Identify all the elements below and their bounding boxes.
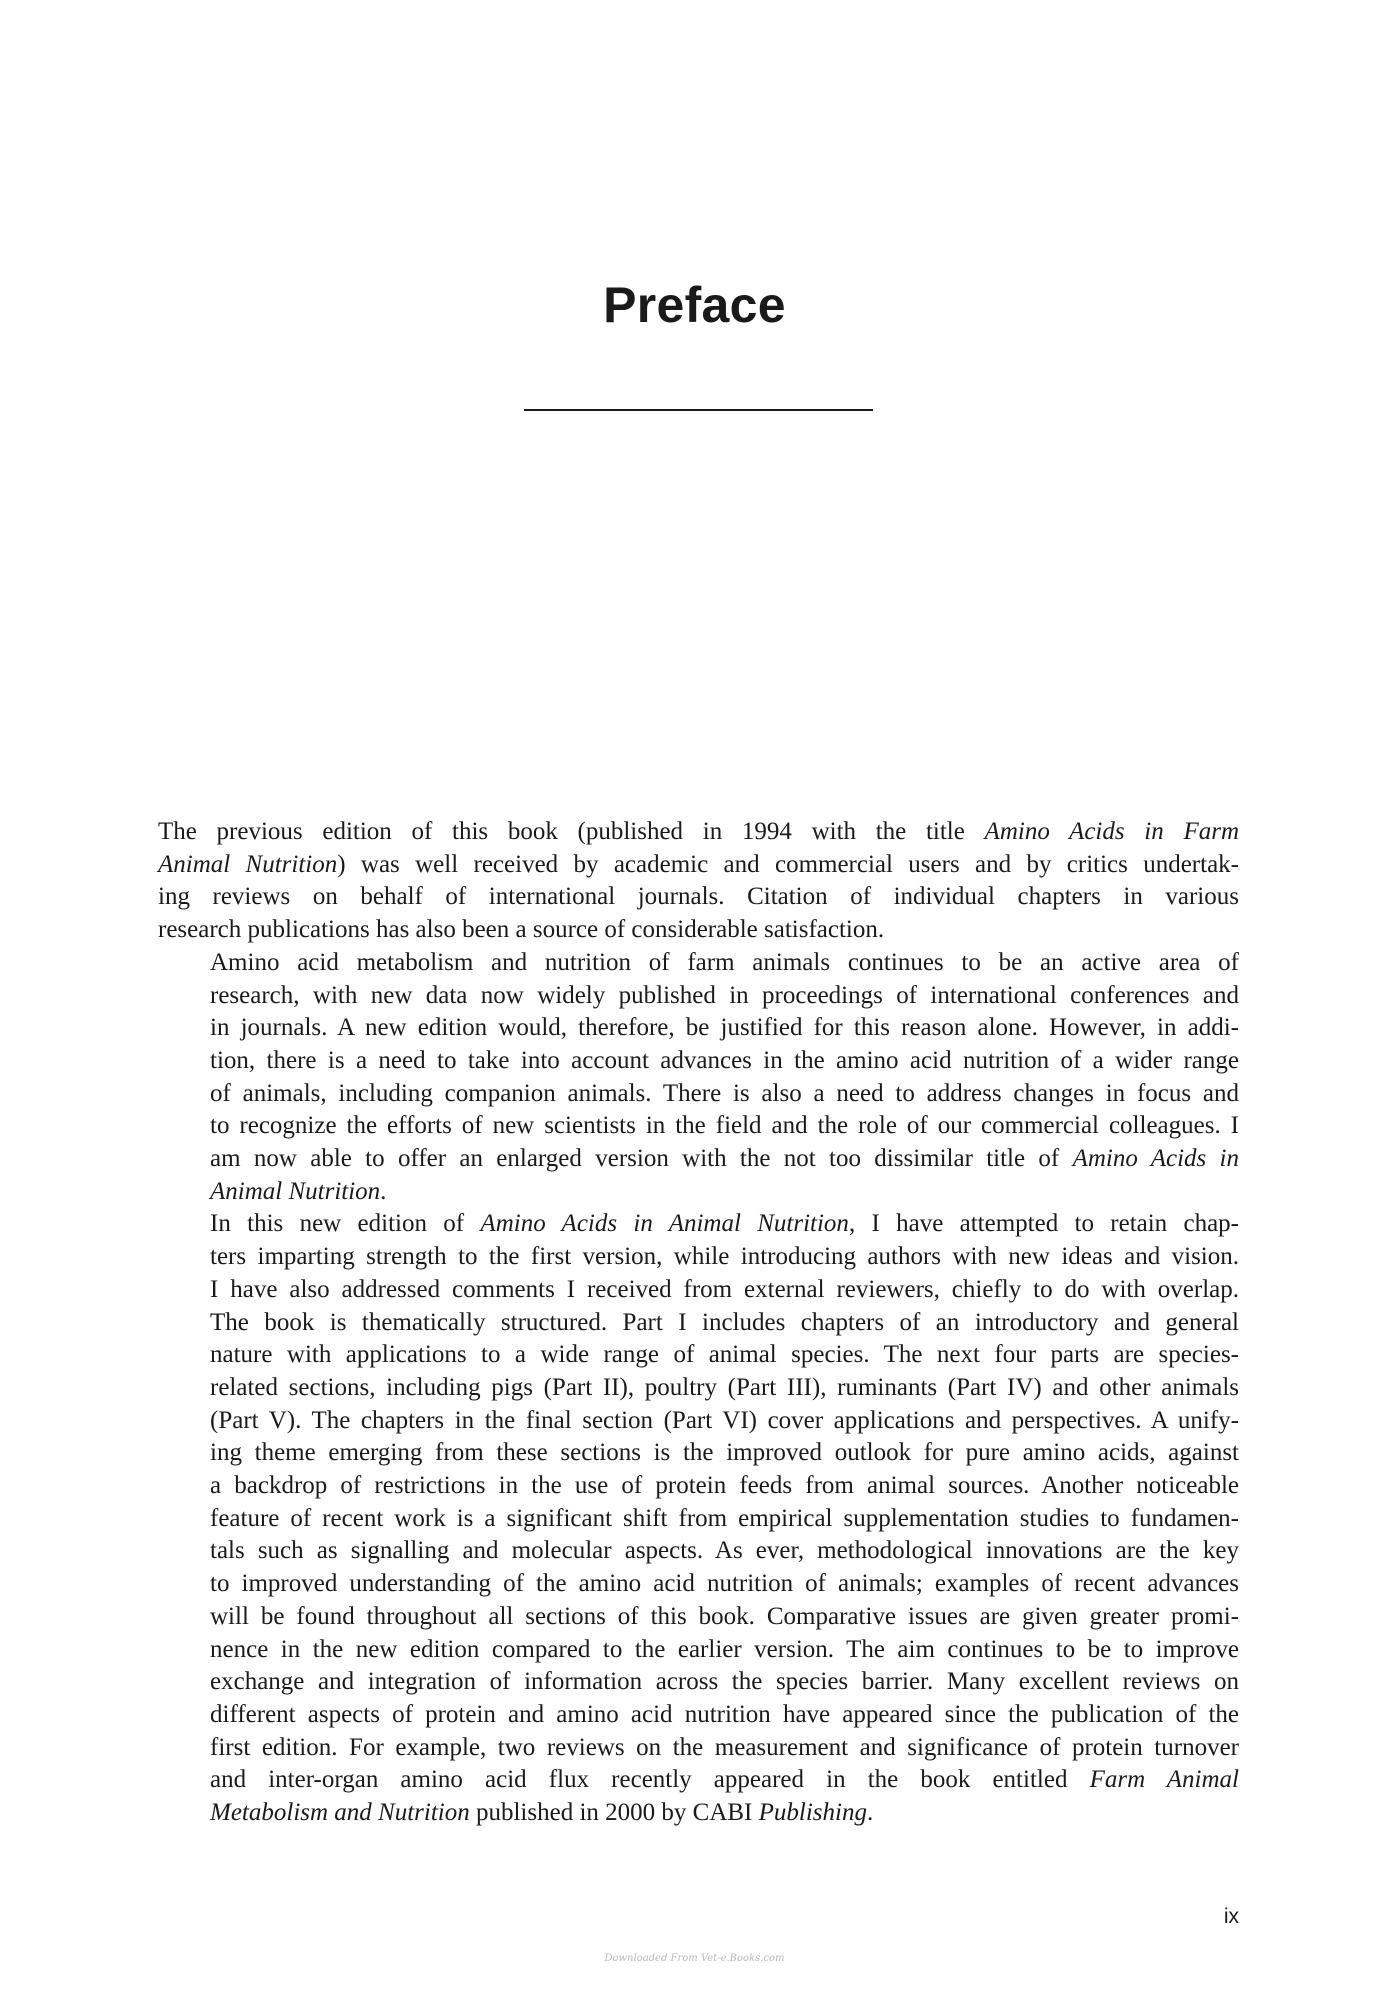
text-run: feature of recent work is a significant shift from empirical supplementation studies to fundamen-: [210, 1504, 1239, 1532]
text-line: [158, 1176, 1239, 1209]
preface-body: [158, 816, 1239, 1830]
text-line: [158, 1307, 1239, 1340]
text-line: [158, 1535, 1239, 1568]
text-line: [158, 980, 1239, 1013]
text-run: The previous edition of this book (published in 1994 with the title: [158, 818, 985, 845]
text-run: exchange and integration of information across the species barrier. Many excellent reviews on: [210, 1668, 1239, 1696]
italic-title: Animal Nutrition: [158, 850, 338, 878]
text-line: [158, 1666, 1239, 1699]
text-line: [158, 1339, 1239, 1372]
italic-title: Amino Acids in Animal Nutrition: [480, 1210, 849, 1238]
text-run: tion, there is a need to take into account advances in the amino acid nutrition of a wider range: [210, 1046, 1239, 1074]
page-title: Preface: [603, 277, 786, 333]
italic-title: Publishing: [758, 1799, 867, 1827]
text-line: [158, 1372, 1239, 1405]
text-line: [158, 1503, 1239, 1536]
text-line: [158, 1797, 1239, 1830]
text-run: Amino acid metabolism and nutrition of farm animals continues to be an active area of: [210, 948, 1239, 976]
paragraph: [158, 947, 1239, 1209]
italic-title: Amino Acids in: [1072, 1145, 1240, 1173]
text-run: of animals, including companion animals. There is also a need to address changes in focus and: [210, 1079, 1239, 1107]
text-line: [158, 1699, 1239, 1732]
text-line: [158, 1732, 1239, 1765]
text-line: [158, 1241, 1239, 1274]
text-line: [158, 816, 1239, 849]
text-line: [158, 1764, 1239, 1797]
text-line: [158, 881, 1239, 914]
text-run: a backdrop of restrictions in the use of protein feeds from animal sources. Another noticeable: [210, 1472, 1239, 1500]
italic-title: Animal Nutrition: [210, 1177, 381, 1205]
text-line: [158, 1208, 1239, 1241]
text-line: [158, 1078, 1239, 1111]
italic-title: Farm Animal: [1089, 1766, 1239, 1794]
text-run: ing theme emerging from these sections is the improved outlook for pure amino acids, against: [210, 1439, 1239, 1467]
watermark: Downloaded From Vet-e.Books.com: [604, 1953, 785, 1964]
page-number: ix: [1223, 1905, 1239, 1928]
text-line: [158, 947, 1239, 980]
text-run: , I have attempted to retain chap-: [848, 1210, 1240, 1238]
text-run: ) was well received by academic and commercial users and by critics undertak-: [337, 850, 1240, 878]
text-line: [158, 1045, 1239, 1078]
paragraph: [158, 816, 1239, 947]
text-line: [158, 1012, 1239, 1045]
text-run: nence in the new edition compared to the earlier version. The aim continues to be to improve: [210, 1635, 1239, 1663]
text-run: research, with new data now widely published in proceedings of international conferences and: [210, 981, 1239, 1009]
text-line: [158, 1634, 1239, 1667]
text-line: [158, 1110, 1239, 1143]
text-line: [158, 1601, 1239, 1634]
text-run: The book is thematically structured. Part I includes chapters of an introductory and general: [210, 1308, 1239, 1336]
text-line: [158, 1470, 1239, 1503]
text-run: am now able to offer an enlarged version with the not too dissimilar title of: [210, 1145, 1073, 1173]
text-line: [158, 1405, 1239, 1438]
text-run: ing reviews on behalf of international journals. Citation of individual chapters in various: [158, 883, 1239, 911]
text-line: [158, 1274, 1239, 1307]
text-run: ters imparting strength to the first version, while introducing authors with new ideas and vision.: [210, 1243, 1239, 1271]
italic-title: Amino Acids in Farm: [984, 818, 1239, 845]
text-line: [158, 1143, 1239, 1176]
text-run: nature with applications to a wide range of animal species. The next four parts are species-: [210, 1341, 1239, 1369]
text-run: and inter-organ amino acid flux recently appeared in the book entitled: [210, 1766, 1090, 1794]
title-rule: [524, 409, 873, 411]
text-run: research publications has also been a source of considerable satisfaction.: [158, 916, 885, 944]
text-run: different aspects of protein and amino acid nutrition have appeared since the publication of the: [210, 1700, 1239, 1728]
text-run: tals such as signalling and molecular aspects. As ever, methodological innovations are the key: [210, 1537, 1239, 1565]
text-line: [158, 914, 1239, 947]
text-line: [158, 1568, 1239, 1601]
text-run: to improved understanding of the amino acid nutrition of animals; examples of recent advances: [210, 1570, 1239, 1598]
paragraph: [158, 1208, 1239, 1829]
text-line: [158, 1437, 1239, 1470]
text-run: .: [380, 1177, 387, 1205]
text-line: [158, 849, 1239, 882]
text-run: (Part V). The chapters in the final section (Part VI) cover applications and perspectives. A unify-: [210, 1406, 1239, 1434]
text-run: .: [866, 1799, 874, 1827]
text-run: related sections, including pigs (Part II), poultry (Part III), ruminants (Part IV) and other animals: [210, 1373, 1239, 1401]
italic-title: Metabolism and Nutrition: [210, 1799, 470, 1827]
text-run: first edition. For example, two reviews on the measurement and significance of protein turnover: [210, 1733, 1239, 1761]
text-run: In this new edition of: [210, 1210, 481, 1238]
text-run: I have also addressed comments I received from external reviewers, chiefly to do with overlap.: [210, 1275, 1239, 1303]
text-run: to recognize the efforts of new scientists in the field and the role of our commercial colleagues. I: [210, 1112, 1239, 1140]
text-run: will be found throughout all sections of this book. Comparative issues are given greater promi-: [210, 1602, 1239, 1630]
text-run: published in 2000 by CABI: [469, 1799, 759, 1827]
text-run: in journals. A new edition would, therefore, be justified for this reason alone. However, in addi-: [210, 1014, 1239, 1042]
